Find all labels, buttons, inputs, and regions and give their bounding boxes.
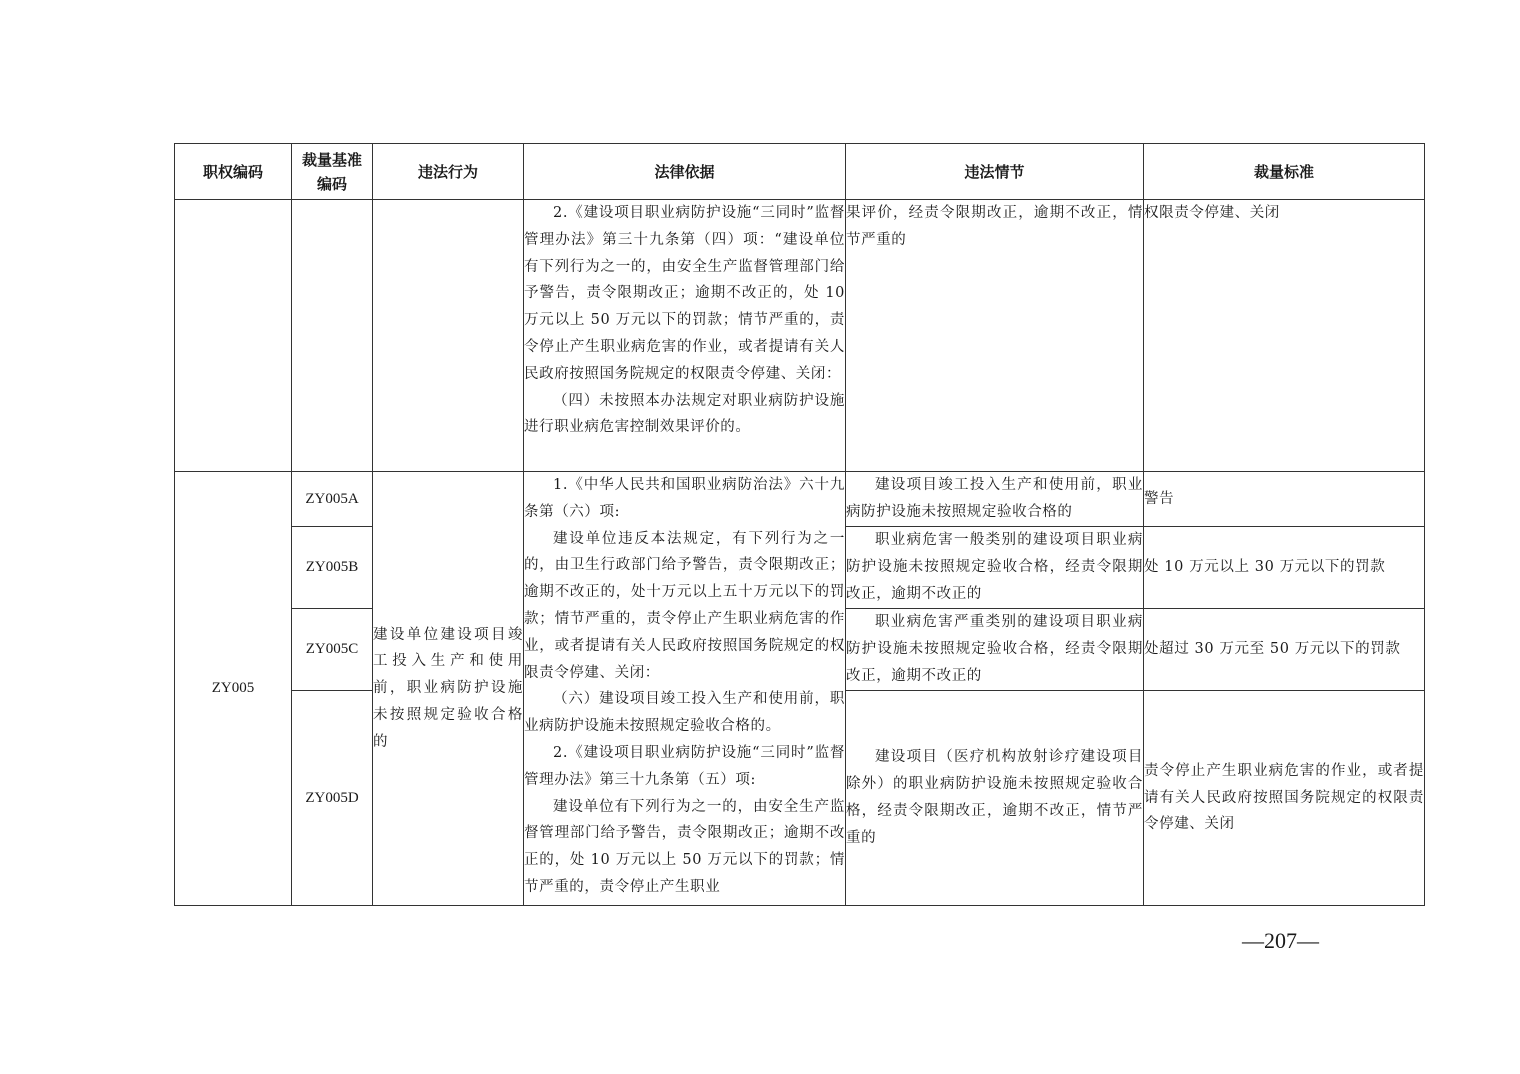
benchmark-code-zy005a: ZY005A [292, 472, 373, 527]
standard-zy005c: 处超过 30 万元至 50 万元以下的罚款 [1144, 609, 1425, 691]
legal-basis-paragraph: （四）未按照本办法规定对职业病防护设施进行职业病危害控制效果评价的。 [524, 392, 845, 436]
header-legal-basis: 法律依据 [524, 144, 846, 200]
standard-zy005a: 警告 [1144, 472, 1425, 527]
legal-basis-paragraph: 建设单位违反本法规定，有下列行为之一的，由卫生行政部门给予警告，责令限期改正；逾期不改正的，处十万元以上五十万元以下的罚款；情节严重的，责令停止产生职业病危害的作业，或者提请有关人民政府按照国务院规定的权限责令停建、关闭： [524, 530, 845, 681]
continued-violation-cell [373, 200, 524, 472]
authority-code-zy005: ZY005 [175, 472, 292, 906]
continued-legal-basis-cell [524, 200, 846, 472]
legal-basis-paragraph: 2.《建设项目职业病防护设施“三同时”监督管理办法》第三十九条第（五）项: [524, 744, 845, 788]
discretion-standards-table [174, 143, 1425, 906]
header-benchmark-code [292, 144, 373, 200]
header-benchmark-code-line1: 裁量基准 [301, 150, 362, 169]
legal-basis-zy005 [524, 472, 846, 906]
page-number: —207— [1242, 928, 1319, 953]
header-benchmark-code-line2: 编码 [316, 174, 347, 193]
continued-circumstance-cell: 果评价，经责令限期改正，逾期不改正，情节严重的 [846, 200, 1144, 472]
benchmark-code-zy005c: ZY005C [292, 609, 373, 691]
table-header-row [175, 144, 1425, 200]
continued-standard-cell: 权限责令停建、关闭 [1144, 200, 1425, 472]
table-row-continued [175, 200, 1425, 472]
circumstance-zy005a: 建设项目竣工投入生产和使用前，职业病防护设施未按照规定验收合格的 [846, 472, 1144, 527]
continued-authority-code-cell [175, 200, 292, 472]
benchmark-code-zy005b: ZY005B [292, 527, 373, 609]
violation-zy005: 建设单位建设项目竣工投入生产和使用前，职业病防护设施未按照规定验收合格的 [373, 472, 524, 906]
circumstance-zy005b: 职业病危害一般类别的建设项目职业病防护设施未按照规定验收合格，经责令限期改正，逾期不改正的 [846, 527, 1144, 609]
benchmark-code-zy005d: ZY005D [292, 691, 373, 906]
header-authority-code: 职权编码 [175, 144, 292, 200]
legal-basis-paragraph: 2.《建设项目职业病防护设施“三同时”监督管理办法》第三十九条第（四）项：“建设单位有下列行为之一的，由安全生产监督管理部门给予警告，责令限期改正；逾期不改正的，处 10 万元以上 50 万元以下的罚款；情节严重的，责令停止产生职业病危害的作业，或者提请有关人民政府按照国务院规定的权限责令停建、关闭： [524, 205, 845, 382]
circumstance-zy005d: 建设项目（医疗机构放射诊疗建设项目除外）的职业病防护设施未按照规定验收合格，经责令限期改正，逾期不改正，情节严重的 [846, 691, 1144, 906]
header-standard: 裁量标准 [1144, 144, 1425, 200]
standard-zy005d: 责令停止产生职业病危害的作业，或者提请有关人民政府按照国务院规定的权限责令停建、关闭 [1144, 691, 1425, 906]
header-circumstance: 违法情节 [846, 144, 1144, 200]
standard-zy005b: 处 10 万元以上 30 万元以下的罚款 [1144, 527, 1425, 609]
legal-basis-paragraph: 建设单位有下列行为之一的，由安全生产监督管理部门给予警告，责令限期改正；逾期不改正的，处 10 万元以上 50 万元以下的罚款；情节严重的，责令停止产生职业 [524, 798, 845, 895]
legal-basis-paragraph: 1.《中华人民共和国职业病防治法》六十九条第（六）项: [524, 477, 845, 520]
continued-benchmark-code-cell [292, 200, 373, 472]
circumstance-zy005c: 职业病危害严重类别的建设项目职业病防护设施未按照规定验收合格，经责令限期改正，逾期不改正的 [846, 609, 1144, 691]
legal-basis-paragraph: （六）建设项目竣工投入生产和使用前，职业病防护设施未按照规定验收合格的。 [524, 691, 845, 735]
header-violation: 违法行为 [373, 144, 524, 200]
table-row-zy005a [175, 472, 1425, 527]
